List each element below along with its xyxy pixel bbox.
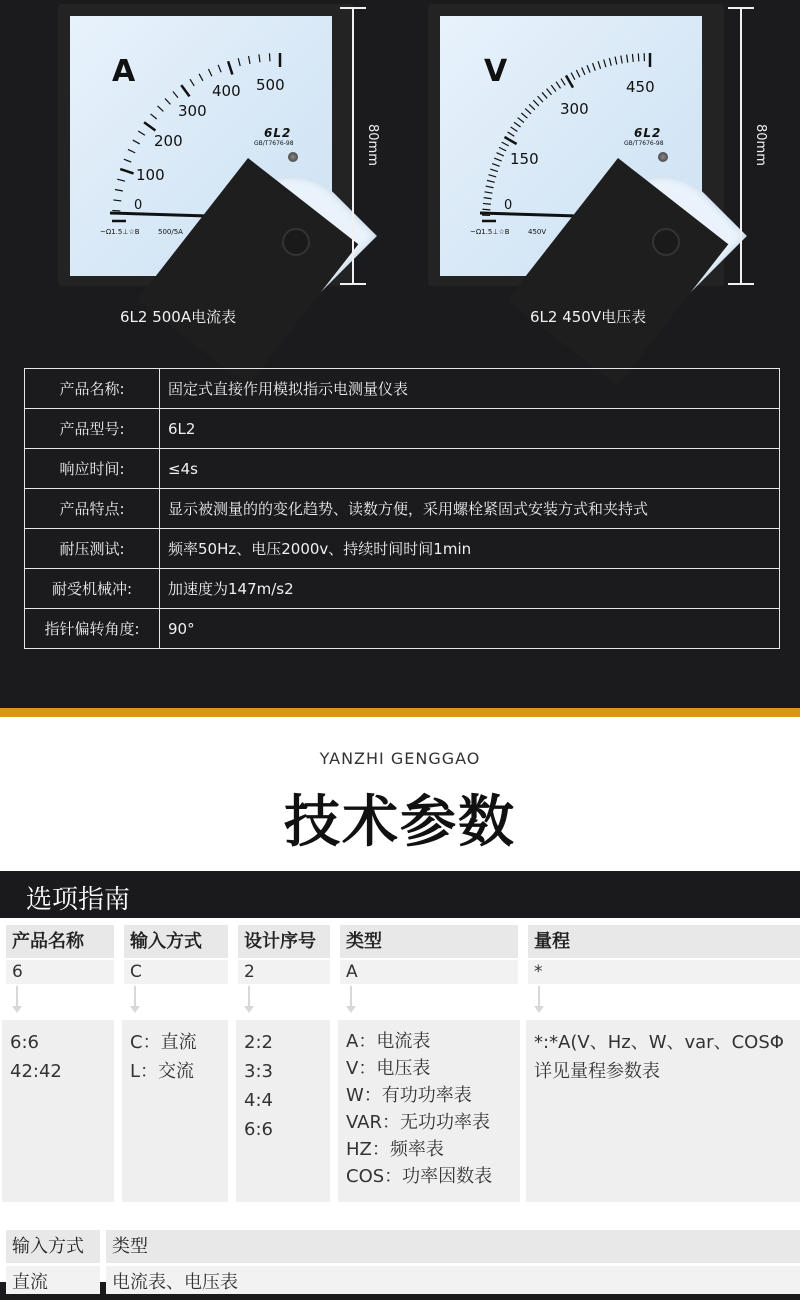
scale-tick bbox=[117, 179, 125, 181]
range-text: 450V bbox=[528, 228, 546, 236]
dimension-cap bbox=[340, 7, 366, 9]
scale-tick bbox=[165, 99, 170, 105]
spec-value: 6L2 bbox=[160, 409, 780, 449]
option-item: 42:42 bbox=[10, 1057, 106, 1086]
scale-tick bbox=[238, 58, 240, 66]
brand-label: 6L2 bbox=[264, 126, 291, 140]
scale-tick bbox=[486, 186, 494, 188]
spec-row bbox=[25, 489, 780, 529]
range-text: 500/5A bbox=[158, 228, 183, 236]
scale-tick bbox=[485, 192, 493, 193]
scale-label-100: 100 bbox=[136, 166, 165, 184]
scale-tick bbox=[627, 55, 628, 63]
option-item: VAR：无功功率表 bbox=[346, 1109, 512, 1136]
option-item: V：电压表 bbox=[346, 1055, 512, 1082]
sample-type: A bbox=[340, 960, 518, 984]
spec-value: 加速度为147m/s2 bbox=[160, 569, 780, 609]
scale-tick bbox=[615, 57, 617, 65]
spec-key: 响应时间: bbox=[25, 449, 160, 489]
zero-adjust-knob-icon bbox=[652, 228, 680, 256]
sample-range: * bbox=[528, 960, 800, 984]
option-item: 3:3 bbox=[244, 1057, 322, 1086]
scale-tick bbox=[208, 69, 211, 76]
scale-label-200: 200 bbox=[154, 132, 183, 150]
options-input-mode bbox=[122, 1020, 228, 1202]
scale-tick bbox=[181, 85, 189, 96]
dimension-label: 80mm bbox=[753, 124, 768, 166]
scale-tick bbox=[508, 132, 515, 136]
option-item: 详见量程参数表 bbox=[534, 1057, 792, 1086]
spec-row bbox=[25, 609, 780, 649]
down-arrow-icon bbox=[534, 986, 544, 1014]
option-guide bbox=[0, 918, 800, 1282]
options-type bbox=[338, 1020, 520, 1202]
spec-key: 耐压测试: bbox=[25, 529, 160, 569]
spec-row bbox=[25, 369, 780, 409]
scale-tick bbox=[138, 131, 145, 135]
scale-tick bbox=[492, 164, 500, 167]
scale-tick bbox=[571, 73, 575, 80]
sample-product-name: 6 bbox=[6, 960, 114, 984]
dimension-line bbox=[352, 8, 354, 284]
options-product-name bbox=[2, 1020, 114, 1202]
scale-tick bbox=[190, 79, 194, 86]
zero-adjust-knob-icon bbox=[282, 228, 310, 256]
dimension-cap bbox=[728, 283, 754, 285]
dimension-label: 80mm bbox=[365, 124, 380, 166]
scale-tick bbox=[551, 85, 556, 91]
screw-icon bbox=[288, 152, 298, 162]
col-header-design-no: 设计序号 bbox=[238, 925, 330, 958]
option-item: HZ：频率表 bbox=[346, 1136, 512, 1163]
scale-tick bbox=[199, 74, 203, 81]
spec-value: 固定式直接作用模拟指示电测量仪表 bbox=[160, 369, 780, 409]
footnote-symbols: ~Ω1.5⊥☆B bbox=[100, 228, 140, 236]
guide-title: 选项指南 bbox=[26, 879, 130, 916]
scale-tick bbox=[609, 58, 611, 66]
sample-design-no: 2 bbox=[238, 960, 330, 984]
scale-tick bbox=[533, 100, 539, 106]
scale-tick bbox=[120, 169, 133, 173]
ammeter-image bbox=[58, 4, 354, 286]
scale-tick bbox=[269, 53, 270, 61]
scale-tick bbox=[158, 106, 164, 111]
scale-tick bbox=[502, 142, 509, 146]
accent-divider bbox=[0, 708, 800, 717]
scale-tick bbox=[483, 203, 491, 204]
scale-tick bbox=[542, 92, 547, 98]
unit-letter: A bbox=[112, 54, 135, 89]
scale-tick bbox=[556, 82, 560, 89]
spec-key: 指针偏转角度: bbox=[25, 609, 160, 649]
screw-icon bbox=[658, 152, 668, 162]
scale-tick bbox=[632, 54, 633, 62]
down-arrow-icon bbox=[244, 986, 254, 1014]
scale-tick bbox=[593, 63, 596, 71]
option-item: 2:2 bbox=[244, 1028, 322, 1057]
scale-label-400: 400 bbox=[212, 82, 241, 100]
option-item: A：电流表 bbox=[346, 1028, 512, 1055]
spec-value: 显示被测量的的变化趋势、读数方便，采用螺栓紧固式安装方式和夹持式 bbox=[160, 489, 780, 529]
scale-tick bbox=[113, 200, 121, 201]
down-arrow-icon bbox=[130, 986, 140, 1014]
scale-tick bbox=[259, 54, 260, 62]
banner-subtitle: YANZHI GENGGAO bbox=[0, 749, 800, 768]
scale-label-450: 450 bbox=[626, 78, 655, 96]
spec-value: ≤4s bbox=[160, 449, 780, 489]
scale-label-500: 500 bbox=[256, 76, 285, 94]
bottom-header-type: 类型 bbox=[106, 1230, 800, 1263]
scale-tick bbox=[525, 109, 531, 114]
option-item: 6:6 bbox=[244, 1115, 322, 1144]
scale-tick bbox=[173, 92, 178, 98]
spec-row bbox=[25, 529, 780, 569]
scale-tick bbox=[521, 113, 527, 118]
bottom-header-input-mode: 输入方式 bbox=[6, 1230, 100, 1263]
scale-tick bbox=[499, 147, 506, 151]
scale-label-300: 300 bbox=[178, 102, 207, 120]
dimension-cap bbox=[728, 7, 754, 9]
scale-tick bbox=[228, 61, 232, 74]
col-header-input-mode: 输入方式 bbox=[124, 925, 228, 958]
spec-value: 90° bbox=[160, 609, 780, 649]
spec-key: 产品名称: bbox=[25, 369, 160, 409]
ammeter-dial bbox=[70, 16, 332, 276]
scale-tick bbox=[638, 53, 639, 61]
scale-label-0: 0 bbox=[134, 198, 142, 213]
bottom-cell-type: 电流表、电压表 bbox=[106, 1266, 800, 1294]
scale-tick bbox=[511, 127, 518, 131]
options-design-no bbox=[236, 1020, 330, 1202]
scale-tick bbox=[115, 190, 123, 191]
unit-letter: V bbox=[484, 54, 507, 89]
down-arrow-icon bbox=[346, 986, 356, 1014]
scale-tick bbox=[484, 198, 492, 199]
spec-key: 耐受机械冲: bbox=[25, 569, 160, 609]
option-item: L：交流 bbox=[130, 1057, 220, 1086]
scale-tick bbox=[561, 79, 565, 86]
scale-tick bbox=[505, 137, 517, 144]
option-item: 6:6 bbox=[10, 1028, 106, 1057]
brand-label: 6L2 bbox=[634, 126, 661, 140]
spec-value: 频率50Hz、电压2000v、持续时间时间1min bbox=[160, 529, 780, 569]
voltmeter-image bbox=[428, 4, 724, 286]
option-item: *:*A(V、Hz、W、var、COSΦ bbox=[534, 1028, 792, 1057]
down-arrow-icon bbox=[12, 986, 22, 1014]
scale-tick bbox=[487, 180, 495, 182]
scale-tick bbox=[490, 169, 498, 171]
scale-tick bbox=[124, 159, 131, 162]
spec-key: 产品型号: bbox=[25, 409, 160, 449]
scale-tick bbox=[598, 61, 600, 69]
option-item: 4:4 bbox=[244, 1086, 322, 1115]
scale-tick bbox=[576, 70, 580, 77]
option-item: W：有功功率表 bbox=[346, 1082, 512, 1109]
sample-input-mode: C bbox=[124, 960, 228, 984]
scale-tick bbox=[538, 96, 543, 102]
voltmeter-dial bbox=[440, 16, 702, 276]
scale-tick bbox=[497, 153, 504, 156]
scale-tick bbox=[547, 89, 552, 95]
scale-tick bbox=[218, 65, 221, 72]
spec-row bbox=[25, 409, 780, 449]
col-header-type: 类型 bbox=[340, 925, 518, 958]
options-range bbox=[526, 1020, 800, 1202]
footnote-symbols: ~Ω1.5⊥☆B bbox=[470, 228, 510, 236]
spec-key: 产品特点: bbox=[25, 489, 160, 529]
scale-tick bbox=[489, 175, 497, 177]
ammeter-caption: 6L2 500A电流表 bbox=[120, 306, 236, 327]
scale-tick bbox=[133, 140, 140, 144]
scale-tick bbox=[566, 76, 573, 88]
bottom-cell-input-mode: 直流 bbox=[6, 1266, 100, 1294]
voltmeter-caption: 6L2 450V电压表 bbox=[530, 306, 646, 327]
scale-tick bbox=[518, 118, 524, 123]
banner-title: 技术参数 bbox=[0, 778, 800, 858]
scale-tick bbox=[151, 114, 157, 119]
dimension-line bbox=[740, 8, 742, 284]
scale-tick bbox=[582, 68, 585, 75]
col-header-range: 量程 bbox=[528, 925, 800, 958]
standard-label: GB/T7676-98 bbox=[624, 140, 664, 147]
spec-table bbox=[24, 368, 780, 649]
scale-tick bbox=[494, 158, 501, 161]
scale-tick bbox=[604, 60, 606, 68]
scale-label-0: 0 bbox=[504, 198, 512, 213]
scale-tick bbox=[529, 104, 535, 110]
scale-tick bbox=[144, 122, 155, 130]
dimension-cap bbox=[340, 283, 366, 285]
scale-tick bbox=[482, 209, 490, 210]
standard-label: GB/T7676-98 bbox=[254, 140, 294, 147]
scale-label-300: 300 bbox=[560, 100, 589, 118]
col-header-product-name: 产品名称 bbox=[6, 925, 114, 958]
scale-tick bbox=[587, 65, 590, 72]
scale-tick bbox=[128, 149, 135, 152]
spec-row bbox=[25, 449, 780, 489]
scale-tick bbox=[621, 56, 622, 64]
spec-row bbox=[25, 569, 780, 609]
scale-label-150: 150 bbox=[510, 150, 539, 168]
scale-tick bbox=[112, 210, 120, 211]
option-item: C：直流 bbox=[130, 1028, 220, 1057]
scale-tick bbox=[249, 56, 250, 64]
scale-tick bbox=[514, 122, 520, 127]
option-item: COS：功率因数表 bbox=[346, 1163, 512, 1190]
